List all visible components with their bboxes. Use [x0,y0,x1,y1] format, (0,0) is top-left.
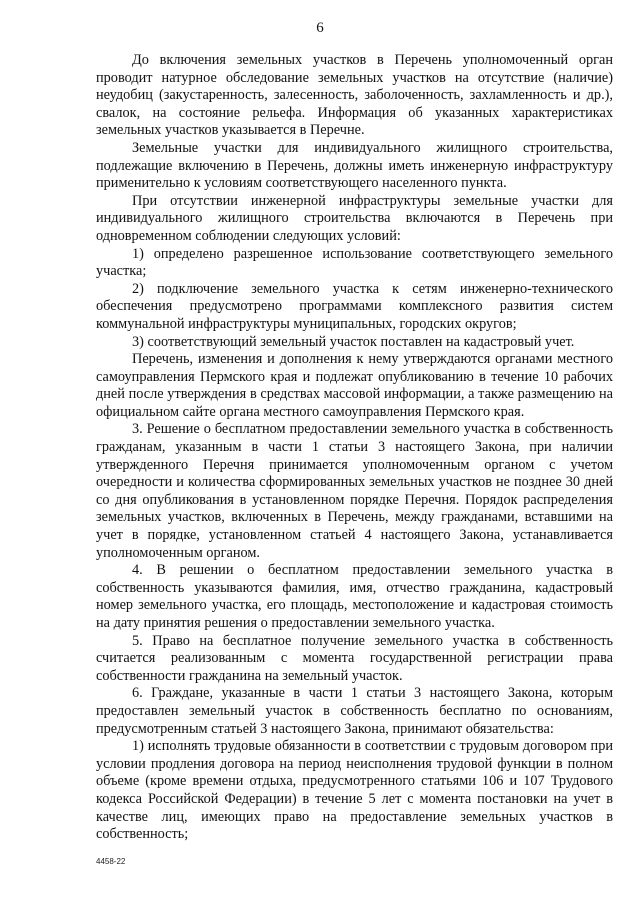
document-body [96,52,613,844]
paragraph: 4. В решении о бесплатном предоставлении земельного участка в собственность указываются фамилия, имя, отчество гражданина, кадастровый номер земельного участка, его площадь, местоположение и кадастровая стоимость на дату принятия решения о предоставлении земельного участка. [96,562,613,631]
paragraph: 2) подключение земельного участка к сетям инженерно-технического обеспечения предусмотрено программами комплексного развития систем коммунальной инфраструктуры муниципальных, городских округов; [96,280,613,332]
paragraph: 1) определено разрешенное использование соответствующего земельного участка; [96,245,613,280]
document-code: 4458-22 [96,857,126,866]
paragraph: 3. Решение о бесплатном предоставлении земельного участка в собственность гражданам, указанным в части 1 статьи 3 настоящего Закона, при наличии утвержденного Перечня принимается уполномоченным органом с учетом очередности и количества сформированных земельных участков не позднее 30 дней со дня опубликования в установленном порядке Перечня. Порядок распределения земельных участков, включенных в Перечень, между гражданами, вставшими на учет в порядке, установленном статьей 4 настоящего Закона, устанавливается уполномоченным органом. [96,421,613,561]
paragraph: Земельные участки для индивидуального жилищного строительства, подлежащие включению в Перечень, должны иметь инженерную инфраструктуру применительно к условиям соответствующего населенного пункта. [96,139,613,192]
paragraph: До включения земельных участков в Перечень уполномоченный орган проводит натурное обследование земельных участков на отсутствие (наличие) неудобиц (закустаренность, залесенность, заболоченность, захламленность и др.), свалок, на состояние рельефа. Информация об указанных характеристиках земельных участков указывается в Перечне. [96,52,613,139]
paragraph: 1) исполнять трудовые обязанности в соответствии с трудовым договором при условии продления договора на период неисполнения трудовой функции в полном объеме (кроме времени отдыха, предусмотренного статьями 106 и 107 Трудового кодекса Российской Федерации) в течение 5 лет с момента постановки на учет в качестве лиц, имеющих право на предоставление земельных участков в собственность; [96,738,613,843]
page-number: 6 [316,20,324,36]
paragraph: Перечень, изменения и дополнения к нему утверждаются органами местного самоуправления Пермского края и подлежат опубликованию в течение 10 рабочих дней после утверждения в средствах массовой информации, а также размещению на официальном сайте органа местного самоуправления Пермского края. [96,351,613,420]
paragraph: 5. Право на бесплатное получение земельного участка в собственность считается реализованным с момента государственной регистрации права собственности гражданина на земельный участок. [96,632,613,684]
paragraph: 6. Граждане, указанные в части 1 статьи 3 настоящего Закона, которым предоставлен земельный участок в собственность бесплатно по основаниям, предусмотренным статьей 3 настоящего Закона, принимают обязательства: [96,685,613,737]
paragraph: 3) соответствующий земельный участок поставлен на кадастровый учет. [132,333,575,350]
paragraph: При отсутствии инженерной инфраструктуры земельные участки для индивидуального жилищного строительства включаются в Перечень при одновременном соблюдении следующих условий: [96,192,613,244]
